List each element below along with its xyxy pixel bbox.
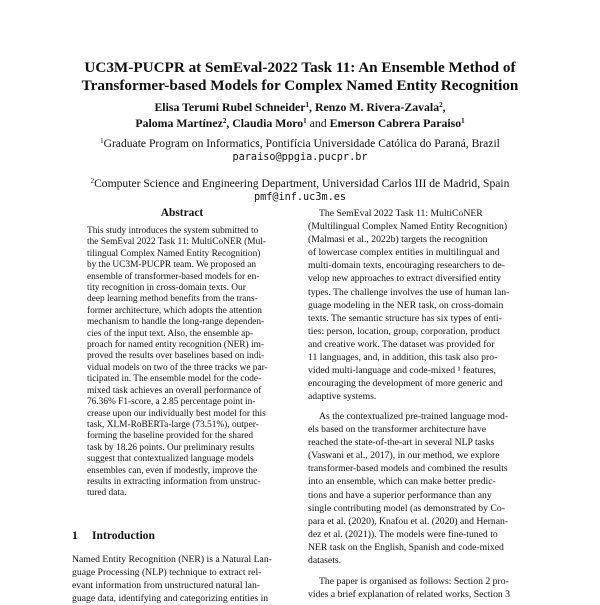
body-line: As the contextualized pre-trained language mod- xyxy=(319,411,509,422)
body-line: texts. The semantic structure has six types of enti- xyxy=(308,312,502,324)
author-affiliation-mark: 1 xyxy=(461,117,465,125)
author-name: Claudia Moro xyxy=(232,116,304,130)
paper-title-line-1: UC3M-PUCPR at SemEval-2022 Task 11: An Ensemble Method of xyxy=(84,59,516,76)
abstract-line: suggest that contextualized language models xyxy=(87,454,254,465)
author-affiliation-mark: 1 xyxy=(305,101,310,109)
body-line: 11 languages, and, in addition, this task also pro- xyxy=(308,352,498,364)
affiliation-text: Computer Science and Engineering Department, Universidad Carlos III de Madrid, Spain xyxy=(94,177,510,190)
body-line: vides a brief explanation of related works, Section 3 xyxy=(308,589,511,601)
abstract-line: proach for named entity recognition (NER) im- xyxy=(87,340,264,351)
author-affiliation-mark: 2 xyxy=(222,117,227,125)
author-name: Elisa Terumi Rubel Schneider xyxy=(154,100,306,114)
body-line: into an ensemble, which can make better predic- xyxy=(308,476,496,488)
body-line: velop new approaches to extract diversified entity xyxy=(308,273,502,285)
body-line: encouraging the development of more generic and xyxy=(308,378,503,390)
right-column-paragraph-1 xyxy=(308,207,532,403)
introduction-body xyxy=(72,553,296,605)
abstract-line: by the UC3M-PUCPR team. We proposed an xyxy=(87,260,257,271)
abstract-line: task, XLM-RoBERTa-large (73.51%), outper- xyxy=(87,419,259,430)
abstract-line: ticipated in. The ensemble model for the code- xyxy=(87,374,262,385)
abstract-line: tilingual Complex Named Entity Recognition) xyxy=(87,248,261,259)
body-line: els based on the transformer architecture have xyxy=(308,424,487,436)
body-line: tions and have a superior performance than any xyxy=(308,489,492,501)
abstract-line: tured data. xyxy=(87,488,127,499)
affiliation-2-email[interactable]: pmf@inf.uc3m.es xyxy=(253,192,346,203)
abstract-line: ensemble of transformer-based models for en- xyxy=(87,271,260,282)
body-line: adaptive systems. xyxy=(308,391,377,403)
affiliation-mark: 2 xyxy=(90,177,95,185)
body-line: evant information from unstructured natural lan- xyxy=(72,580,261,592)
abstract-line: proved the results over baselines based on indi- xyxy=(87,351,265,362)
affiliation-mark: 1 xyxy=(100,137,104,145)
body-line: multi-domain texts, encouraging researchers to de- xyxy=(308,260,505,272)
body-line: ties: person, location, group, corporation, product xyxy=(308,325,500,337)
author-affiliation-mark: 1 xyxy=(303,117,307,125)
affiliation-1-email[interactable]: paraiso@ppgia.pucpr.br xyxy=(232,152,368,163)
abstract-line: the SemEval 2022 Task 11: MultiCoNER (Mul- xyxy=(87,237,266,248)
author-name: Emerson Cabrera Paraiso xyxy=(329,116,462,130)
body-line: (Multilingual Complex Named Entity Recognition) xyxy=(308,221,508,233)
section-number: 1 xyxy=(72,529,78,542)
author-affiliation-mark: 2 xyxy=(439,101,443,109)
abstract-line: ensembles can, even if modestly, improve the xyxy=(87,465,258,476)
body-line: The paper is organised as follows: Section 2 pro- xyxy=(319,576,509,587)
body-line: of lowercase complex entities in multilingual and xyxy=(308,247,500,259)
body-line: transformer-based models and combined the results xyxy=(308,463,508,475)
abstract-body xyxy=(87,226,277,500)
body-line: NER task on the English, Spanish and code-mixed xyxy=(308,541,504,553)
author-list-line-1: Elisa Terumi Rubel Schneider$^1$, Renzo M. Rivera-Zavala$^2$, xyxy=(154,100,446,114)
body-line: dez et al. (2021)). The models were fine-tuned to xyxy=(308,528,498,540)
body-line: guage modeling in the NER task, on cross-domain xyxy=(308,299,504,311)
body-line: types. The challenge involves the use of human lan- xyxy=(308,286,510,298)
body-line: and creative work. The dataset was provided for xyxy=(308,338,495,350)
abstract-line: results in extracting information from unstruc- xyxy=(87,476,261,487)
section-title: Introduction xyxy=(92,529,155,542)
affiliation-1 xyxy=(40,137,560,151)
abstract-line: mechanism to handle the long-range dependen- xyxy=(87,317,265,328)
abstract-line: forming the baseline provided for the shared xyxy=(87,431,254,442)
body-line: single contributing model (as demonstrated by Co- xyxy=(308,502,505,514)
author-name: Paloma Martínez xyxy=(135,116,223,130)
body-line: reached the state-of-the-art in several NLP tasks xyxy=(308,437,495,449)
body-line: guage Processing (NLP) technique to extract rel- xyxy=(72,567,262,579)
author-list-line-2: Paloma Martínez$^2$, Claudia Moro$^1$ and Emerson Cabrera Paraiso$^1$ xyxy=(135,116,465,130)
body-line: The SemEval 2022 Task 11: MultiCoNER xyxy=(319,208,483,219)
abstract-line: mixed task achieves an overall performance of xyxy=(87,385,262,396)
abstract-line: crease upon our individually best model for this xyxy=(87,408,266,419)
right-column-paragraph-2 xyxy=(308,410,532,567)
abstract-heading: Abstract xyxy=(160,207,204,219)
abstract-line: This study introduces the system submitted to xyxy=(87,226,259,236)
body-line: Named Entity Recognition (NER) is a Natural Lan- xyxy=(72,554,272,565)
abstract-line: cies of the input text. Also, the ensemble ap- xyxy=(87,328,254,339)
abstract-line: task by 18.26 points. Our preliminary results xyxy=(87,442,255,453)
body-line: para et al. (2020), Knafou et al. (2020) and Hernan- xyxy=(308,515,509,527)
paper-title-line-2: Transformer-based Models for Complex Named Entity Recognition xyxy=(81,77,519,94)
abstract-line: former architecture, which adopts the attention xyxy=(87,305,262,316)
affiliation-text: Graduate Program on Informatics, Pontifícia Universidade Católica do Paraná, Brazil xyxy=(103,137,500,150)
body-line: guage data, identifying and categorizing entities in xyxy=(72,593,269,605)
abstract-line: deep learning method benefits from the trans- xyxy=(87,294,258,305)
abstract-line: tity recognition in cross-domain texts. Our xyxy=(87,283,246,294)
body-line: datasets. xyxy=(308,555,342,567)
body-line: (Malmasi et al., 2022b) targets the recognition xyxy=(308,234,488,246)
body-line: vided multi-language and code-mixed ¹ features, xyxy=(308,365,496,377)
abstract-line: 76.36% F1-score, a 2.85 percentage point in- xyxy=(87,397,256,408)
affiliation-2 xyxy=(40,177,560,191)
abstract-line: vidual models on two of the three tracks we par- xyxy=(87,362,268,373)
right-column-paragraph-3 xyxy=(308,575,532,601)
body-line: (Vaswani et al., 2017), in our method, we explore xyxy=(308,450,500,462)
author-name: Renzo M. Rivera-Zavala xyxy=(314,100,440,114)
author-conjunction: and xyxy=(309,116,327,130)
section-heading-introduction xyxy=(72,528,155,543)
